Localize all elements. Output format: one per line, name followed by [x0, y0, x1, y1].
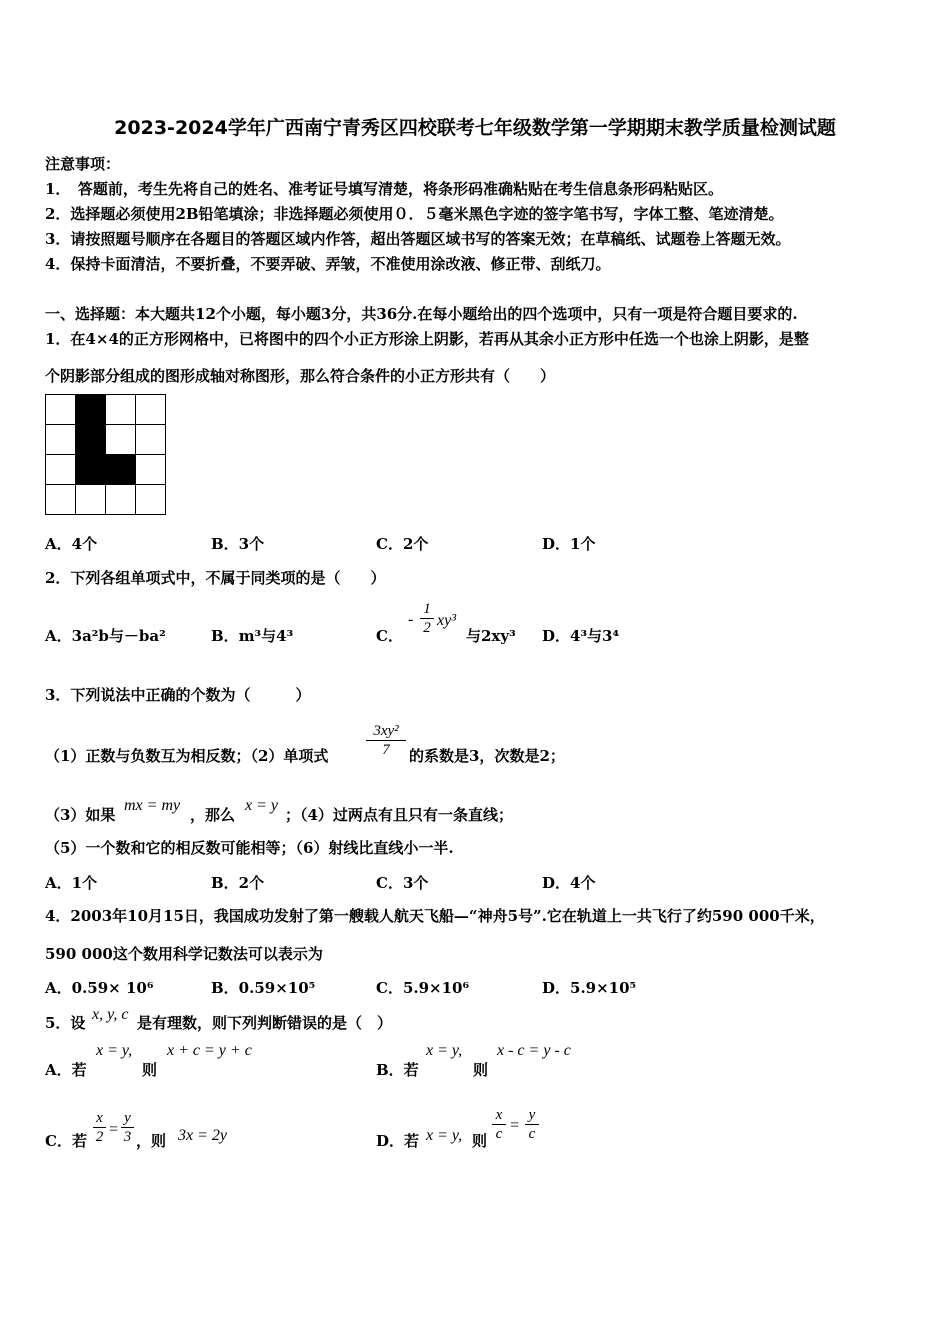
q1-option-a: A．4个 [45, 535, 98, 553]
q2-option-b: B．m³与4³ [211, 627, 294, 645]
notice-item: 2．选择题必须使用2B铅笔填涂；非选择题必须使用０．５毫米黑色字迹的签字笔书写，字体工整、笔迹清楚。 [45, 205, 784, 223]
q5-c-result: 3x = 2y [178, 1127, 227, 1144]
q2-c-minus: - [408, 611, 414, 628]
q5-a-condition: x = y, [96, 1042, 133, 1059]
q5-option-c-label: C．若 [45, 1132, 87, 1150]
q5-option-d-label: D．若 [376, 1132, 420, 1150]
q3-statement-3-mid: ，那么 [190, 806, 236, 824]
q5-a-then: 则 [142, 1061, 158, 1079]
notice-item: 1． 答题前，考生先将自己的姓名、准考证号填写清楚，将条形码准确粘贴在考生信息条形码粘贴区。 [45, 180, 723, 198]
notice-heading: 注意事项： [45, 155, 121, 173]
q2-b-expression: m³与4³ [238, 627, 294, 645]
grid-cell [105, 424, 136, 455]
fraction-denominator: c [495, 1126, 503, 1142]
q3-option-a: A．1个 [45, 874, 98, 892]
q5-option-b-label: B．若 [376, 1061, 419, 1079]
fraction-denominator: 3 [123, 1129, 132, 1145]
q3-option-d: D．4个 [542, 874, 596, 892]
q3-equation-1: mx = my [124, 797, 181, 814]
q5-d-fraction-left [492, 1107, 506, 1142]
q5-d-condition: x = y, [426, 1127, 463, 1144]
grid-cell [45, 394, 76, 425]
q3-option-c: C．3个 [376, 874, 429, 892]
q3-statement-2-tail: 的系数是3，次数是2； [409, 747, 565, 765]
q5-b-then: 则 [473, 1061, 489, 1079]
grid-cell [135, 454, 166, 485]
grid-cell [45, 454, 76, 485]
fraction-numerator: 1 [423, 601, 431, 617]
q3-statement-5-6: （5）一个数和它的相反数可能相等；（6）射线比直线小一半. [45, 839, 454, 857]
notice-item: 4．保持卡面清洁，不要折叠，不要弄破、弄皱，不准使用涂改液、修正带、刮纸刀。 [45, 255, 611, 273]
q3-statement-1-2: （1）正数与负数互为相反数；（2）单项式 [45, 747, 329, 765]
q3-fraction [366, 723, 406, 758]
q1-stem-line1: 1．在4×4的正方形网格中，已将图中的四个小正方形涂上阴影，若再从其余小正方形中任选一个也涂上阴影，是整 [45, 330, 809, 348]
fraction-numerator: y [124, 1110, 131, 1126]
q3-stem: 3．下列说法中正确的个数为（ ） [45, 686, 311, 704]
notice-item: 3．请按照题号顺序在各题目的答题区域内作答，超出答题区域书写的答案无效；在草稿纸、试题卷上答题无效。 [45, 230, 791, 248]
grid-cell-shaded [75, 424, 106, 455]
q3-option-b: B．2个 [211, 874, 265, 892]
fraction-denominator: c [528, 1126, 536, 1142]
grid-cell [105, 394, 136, 425]
q4-stem-line1: 4．2003年10月15日，我国成功发射了第一艘载人航天飞船—“神舟5号”.它在轨道上一共飞行了约590 000千米， [45, 907, 825, 925]
fraction-denominator: 2 [423, 620, 431, 636]
grid-cell [135, 394, 166, 425]
q5-c-fraction-left [93, 1110, 106, 1145]
grid-cell [75, 484, 106, 515]
q5-stem-variables: x, y, c [92, 1006, 129, 1023]
fraction-numerator: x [96, 1110, 103, 1126]
q5-a-result: x + c = y + c [167, 1042, 252, 1059]
grid-cell-shaded [75, 454, 106, 485]
fraction-denominator: 2 [95, 1129, 104, 1145]
section-heading: 一、选择题：本大题共12个小题，每小题3分，共36分.在每小题给出的四个选项中，只有一项是符合题目要求的. [45, 305, 798, 323]
q4-option-c: C．5.9×10⁶ [376, 979, 470, 997]
q4-option-b: B．0.59×10⁵ [211, 979, 316, 997]
q3-statement-3-pre: （3）如果 [45, 806, 116, 824]
grid-cell [135, 484, 166, 515]
q5-b-result: x - c = y - c [497, 1042, 571, 1059]
q3-statement-3-tail: ；（4）过两点有且只有一条直线； [285, 806, 513, 824]
q5-d-equals: = [510, 1117, 520, 1134]
q5-d-fraction-right [525, 1107, 539, 1142]
grid-cell [45, 424, 76, 455]
q5-option-a-label: A．若 [45, 1061, 87, 1079]
fraction-numerator: y [528, 1107, 536, 1123]
q2-option-a: A．3a²b与－ba² [45, 627, 166, 645]
fraction-numerator: 3xy² [373, 723, 399, 739]
grid-cell [105, 484, 136, 515]
q2-c-fraction [420, 601, 434, 636]
fraction-numerator: x [495, 1107, 503, 1123]
q5-c-fraction-right [121, 1110, 134, 1145]
q4-option-d: D．5.9×10⁵ [542, 979, 637, 997]
q5-c-then: ，则 [136, 1132, 167, 1150]
q1-option-d: D．1个 [542, 535, 596, 553]
grid-cell-shaded [105, 454, 136, 485]
q2-stem: 2．下列各组单项式中，不属于同类项的是（ ） [45, 569, 386, 587]
q1-stem-line2: 个阴影部分组成的图形成轴对称图形，那么符合条件的小正方形共有（ ） [45, 367, 556, 385]
q1-option-c: C．2个 [376, 535, 429, 553]
q5-c-equals: = [109, 1121, 119, 1138]
q1-grid-figure [45, 394, 165, 514]
page-title: 2023-2024学年广西南宁青秀区四校联考七年级数学第一学期期末教学质量检测试题 [114, 117, 836, 139]
q2-c-variable: xy³ [437, 612, 456, 629]
q4-stem-line2: 590 000这个数用科学记数法可以表示为 [45, 945, 323, 963]
q5-stem-tail: 是有理数，则下列判断错误的是（ ） [137, 1014, 393, 1032]
q2-a-expression: 3a²b与－ba² [71, 627, 166, 645]
grid-cell [45, 484, 76, 515]
q3-equation-2: x = y [245, 797, 278, 814]
q1-option-b: B．3个 [211, 535, 265, 553]
q2-d-expression: 4³与3⁴ [570, 627, 620, 645]
q4-option-a: A．0.59× 10⁶ [45, 979, 154, 997]
q2-option-d: D．4³与3⁴ [542, 627, 620, 645]
q2-c-rest: 与2xy³ [466, 627, 516, 645]
grid-cell-shaded [75, 394, 106, 425]
q5-stem-pre: 5．设 [45, 1014, 86, 1032]
fraction-denominator: 7 [382, 742, 390, 758]
grid-cell [135, 424, 166, 455]
q5-d-then: 则 [472, 1132, 488, 1150]
q2-option-c-label: C． [376, 627, 403, 645]
q5-b-condition: x = y, [426, 1042, 463, 1059]
